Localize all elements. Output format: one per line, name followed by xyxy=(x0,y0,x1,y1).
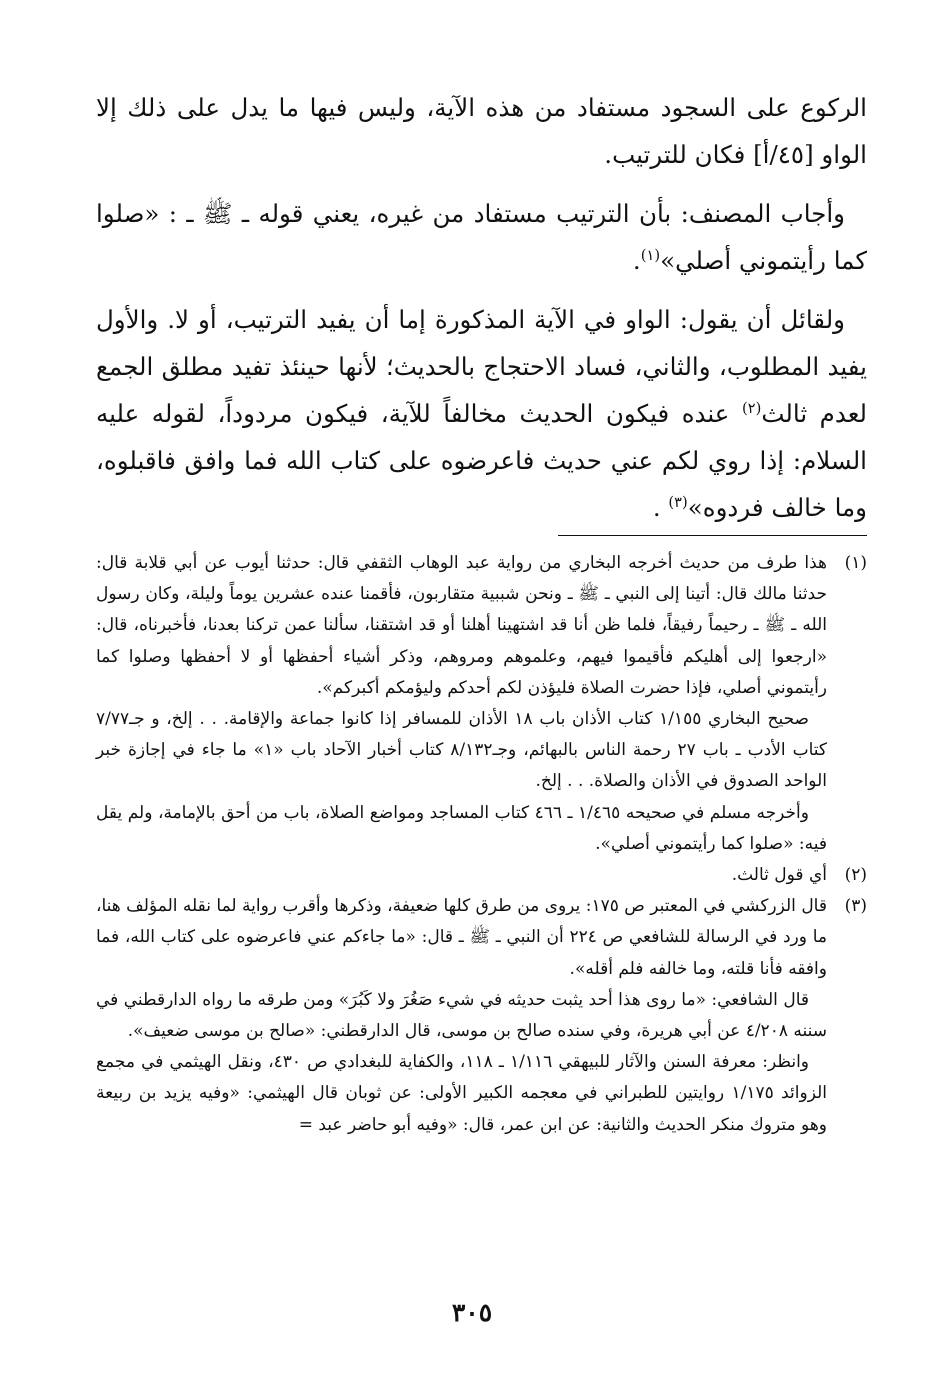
footnote-ref-3: (٣) xyxy=(668,493,688,511)
footnote-2 xyxy=(96,860,867,891)
page-number: ٣٠٥ xyxy=(451,1298,493,1327)
footnote-paragraph: وانظر: معرفة السنن والآثار للبيهقي ١/١١٦ ـ ١١٨، والكفاية للبغدادي ص ٤٣٠، ونقل الهيثمي في مجمع الزوائد ١/١٧٥ روايتين للطبراني في معجمه الكبير الأولى: عن ثوبان قال الهيثمي: «وفيه يزيد بن ربيعة وهو متروك منكر الحديث والثانية: عن ابن عمر، قال: «وفيه أبو حاضر عبد = xyxy=(96,1052,827,1135)
footnote-paragraph: وأخرجه مسلم في صحيحه ١/٤٦٥ ـ ٤٦٦ كتاب المساجد ومواضع الصلاة، باب من أحق بالإمامة، ولم يقل فيه: «صلوا كما رأيتموني أصلي». xyxy=(96,802,827,854)
footnote-number: (٢) xyxy=(844,865,867,886)
footnote-paragraph: قال الزركشي في المعتبر ص ١٧٥: يروى من طرق كلها ضعيفة، وذكرها وأقرب رواية لما نقله المؤلف هنا، ما ورد في الرسالة للشافعي ص ٢٢٤ أن النبي ـ ﷺ ـ قال: «ما جاءكم عني فاعرضوه على كتاب الله، فما وافقه فأنا قلته، وما خالفه فلم أقله». xyxy=(96,896,827,979)
main-paragraph-1: الركوع على السجود مستفاد من هذه الآية، وليس فيها ما يدل على ذلك إلا الواو [٤٥/أ] فكان للترتيب. xyxy=(96,93,867,169)
footnote-paragraph: أي قول ثالث. xyxy=(731,865,827,886)
footnote-ref-1: (١) xyxy=(640,246,661,264)
footnote-1 xyxy=(96,548,867,860)
footnote-separator xyxy=(558,535,867,536)
main-paragraph-3-text-b: عنده فيكون الحديث مخالفاً للآية، فيكون مردوداً، لقوله عليه السلام: إذا روي لكم عني حديث فاعرضوه على كتاب الله فما وافق فاقبلوه، وما خالف فردوه» xyxy=(96,399,867,522)
footnote-number: (١) xyxy=(844,553,867,573)
footnote-paragraph: قال الشافعي: «ما روى هذا أحد يثبت حديثه في شيء صَغُرَ ولا كَبُرَ» ومن طرقه ما رواه الدارقطني في سننه ٤/٢٠٨ عن أبي هريرة، وفي سنده صالح بن موسى، قال الدارقطني: «صالح بن موسى ضعيف». xyxy=(96,989,827,1042)
footnote-ref-2: (٢) xyxy=(741,399,762,417)
main-paragraph-3-end: . xyxy=(652,493,669,522)
main-paragraph-2-text: وأجاب المصنف: بأن الترتيب مستفاد من غيره، يعني قوله ـ ﷺ ـ : «صلوا كما رأيتموني أصلي» xyxy=(96,199,867,275)
footnote-number: (٣) xyxy=(844,896,867,917)
main-paragraph-2-end: . xyxy=(632,246,641,275)
footnote-3 xyxy=(96,891,867,1141)
footnotes xyxy=(96,548,867,1141)
footnote-paragraph: هذا طرف من حديث أخرجه البخاري من رواية عبد الوهاب الثقفي قال: حدثنا أيوب عن أبي قلابة قال: حدثنا مالك قال: أتينا إلى النبي ـ ﷺ ـ ونحن شببية متقاربون، فأقمنا عنده عشرين يوماً وليلة، وكان رسول الله ـ ﷺ ـ رحيماً رفيقاً، فلما ظن أنا قد اشتهينا أهلنا أو قد اشتقنا، سألنا عمن تركنا بعدنا، فأخبرناه، قال: «ارجعوا إلى أهليكم فأقيموا فيهم، وعلموهم ومروهم، وذكر أشياء أحفظها أو لا أحفظها وصلوا كما رأيتموني أصلي، فإذا حضرت الصلاة فليؤذن لكم أحدكم وليؤمكم أكبركم». xyxy=(96,553,827,698)
footnote-paragraph: صحيح البخاري ١/١٥٥ كتاب الأذان باب ١٨ الأذان للمسافر إذا كانوا جماعة والإقامة. . . إلخ، و جـ٧/٧٧ كتاب الأدب ـ باب ٢٧ رحمة الناس بالبهائم، وجـ٨/١٣٢ كتاب أخبار الآحاد باب «١» ما جاء في إجازة خبر الواحد الصدوق في الأذان والصلاة. . . إلخ. xyxy=(96,709,827,792)
main-text xyxy=(96,84,867,543)
main-paragraph-3-text-a: ولقائل أن يقول: الواو في الآية المذكورة إما أن يفيد الترتيب، أو لا. والأول يفيد المطلوب، والثاني، فساد الاحتجاج بالحديث؛ لأنها حينئذ تفيد مطلق الجمع لعدم ثالث xyxy=(96,305,867,428)
main-paragraph-3 xyxy=(96,296,867,531)
main-paragraph-2 xyxy=(96,190,867,284)
